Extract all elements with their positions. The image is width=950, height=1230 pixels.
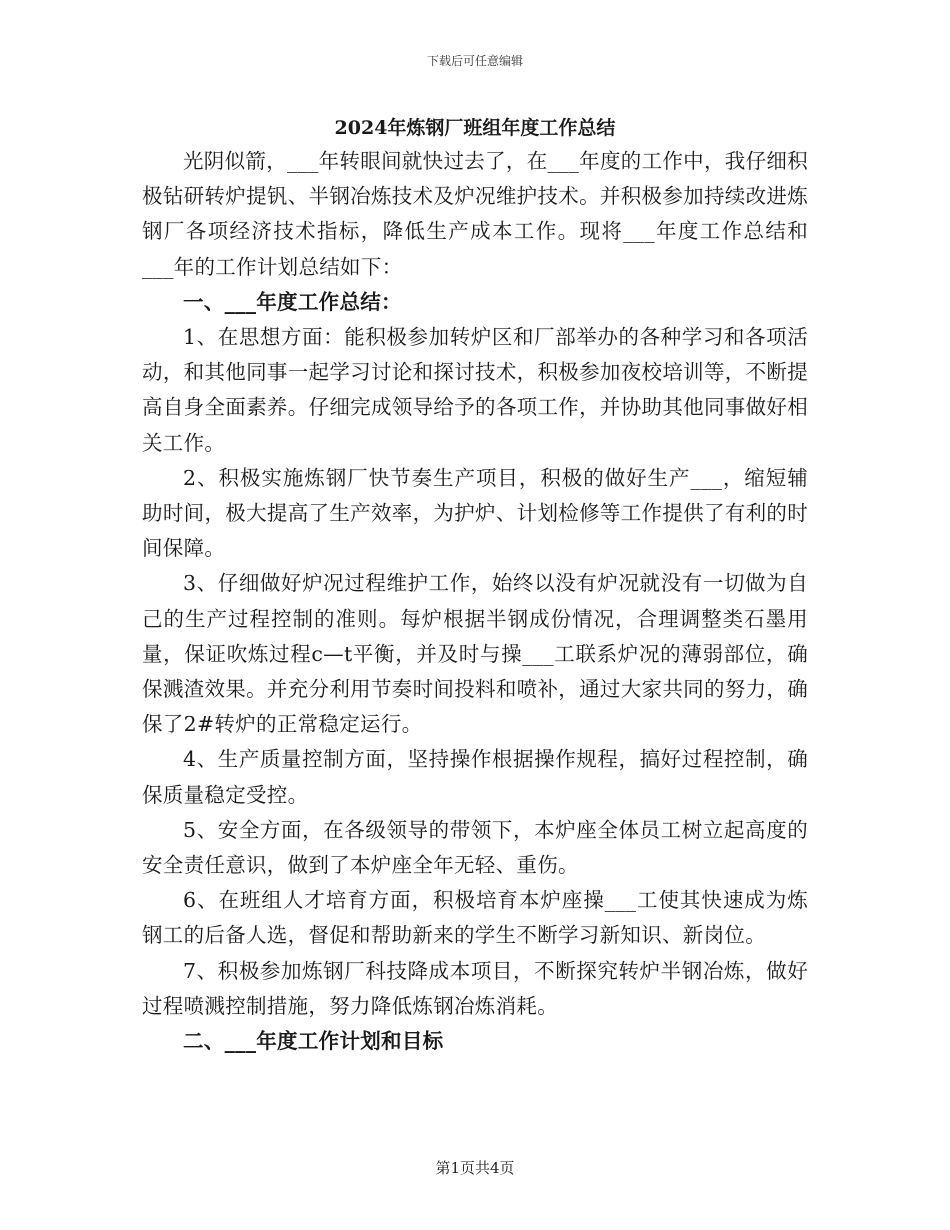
paragraph-item-5: 5、安全方面，在各级领导的带领下，本炉座全体员工树立起高度的安全责任意识，做到了本炉座全年无轻、重伤。 xyxy=(142,817,808,878)
paragraph-item-6: 6、在班组人才培育方面，积极培育本炉座操___工使其快速成为炼钢工的后备人选，督促和帮助新来的学生不断学习新知识、新岗位。 xyxy=(142,888,808,948)
page-number: 第1页共4页 xyxy=(435,1159,515,1177)
paragraph-item-3: 3、仔细做好炉况过程维护工作，始终以没有炉况就没有一切做为自己的生产过程控制的准则。每炉根据半钢成份情况，合理调整类石墨用量，保证吹炼过程c—t平衡，并及时与操___工联系炉况的薄弱部位，确保溅渣效果。并充分利用节奏时间投料和喷补，通过大家共同的努力，确保了2#转炉的正常稳定运行。 xyxy=(142,571,808,737)
paragraph-item-2: 2、积极实施炼钢厂快节奏生产项目，积极的做好生产___，缩短辅助时间，极大提高了生产效率，为护炉、计划检修等工作提供了有利的时间保障。 xyxy=(142,465,808,561)
section-heading-1: 一、___年度工作总结： xyxy=(183,289,402,314)
paragraph-item-1: 1、在思想方面：能积极参加转炉区和厂部举办的各种学习和各项活动，和其他同事一起学习讨论和探讨技术，积极参加夜校培训等，不断提高自身全面素养。仔细完成领导给予的各项工作，并协助其他同事做好相关工作。 xyxy=(142,325,808,455)
header-note: 下载后可任意编辑 xyxy=(426,54,523,68)
paragraph-intro: 光阴似箭，___年转眼间就快过去了，在___年度的工作中，我仔细积极钻研转炉提钒、半钢冶炼技术及炉况维护技术。并积极参加持续改进炼钢厂各项经济技术指标，降低生产成本工作。现将___年度工作总结和___年的工作计划总结如下： xyxy=(142,149,808,279)
document-body xyxy=(142,112,808,1059)
paragraph-item-7: 7、积极参加炼钢厂科技降成本项目，不断探究转炉半钢冶炼，做好过程喷溅控制措施，努力降低炼钢冶炼消耗。 xyxy=(142,958,808,1018)
paragraph-item-4: 4、生产质量控制方面，坚持操作根据操作规程，搞好过程控制，确保质量稳定受控。 xyxy=(142,747,808,807)
document-title: 2024年炼钢厂班组年度工作总结 xyxy=(334,117,616,139)
section-heading-2: 二、___年度工作计划和目标 xyxy=(183,1029,444,1054)
